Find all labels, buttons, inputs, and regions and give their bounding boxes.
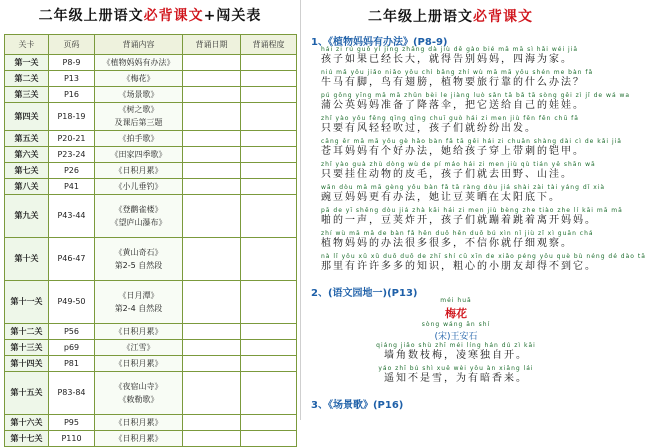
pinyin-line: zhǐ yào yǒu fēng qīng qīng chuī guò hái zi men jiù fēn fēn chū fā xyxy=(321,115,579,122)
table-row xyxy=(5,55,297,71)
content-line: 《日积月累》 xyxy=(114,326,163,336)
column-header: 背诵程度 xyxy=(241,35,297,55)
verse xyxy=(321,253,646,273)
stage-cell: 第八关 xyxy=(5,179,49,195)
table-row xyxy=(5,179,297,195)
content-cell xyxy=(95,372,183,415)
pinyin-line: zhí wù mā mā de bàn fǎ hěn duō hěn duō bú xìn nǐ jiù zǐ xì guān chá xyxy=(321,230,594,237)
table-row xyxy=(5,324,297,340)
pinyin-line: wān dòu mā mā gèng yǒu bàn fǎ tā ràng dòu jiá shài zài tài yáng dǐ xià xyxy=(321,184,606,191)
text-line: 那里有许许多多的知识，粗心的小朋友却得不到它。 xyxy=(321,261,597,272)
content-line: 及课后第三题 xyxy=(114,118,163,127)
date-cell[interactable] xyxy=(183,103,241,131)
stage-cell: 第十三关 xyxy=(5,340,49,356)
page-cell: P16 xyxy=(49,87,95,103)
date-cell[interactable] xyxy=(183,147,241,163)
content-cell xyxy=(95,238,183,281)
table-row xyxy=(5,431,297,447)
page-cell: P23-24 xyxy=(49,147,95,163)
content-cell xyxy=(95,195,183,238)
verse xyxy=(321,365,591,385)
level-cell[interactable] xyxy=(241,415,297,431)
pinyin-line: pú gōng yīng mā mā zhǔn bèi le jiàng luò sǎn tā bǎ tā sòng gěi zì jǐ de wá wa xyxy=(321,92,631,99)
page-cell: p69 xyxy=(49,340,95,356)
stage-cell: 第十六关 xyxy=(5,415,49,431)
content-line: 《日积月累》 xyxy=(114,165,163,175)
date-cell[interactable] xyxy=(183,238,241,281)
content-cell xyxy=(95,324,183,340)
content-line: 《登鹳雀楼》 xyxy=(114,204,163,214)
verse xyxy=(321,69,594,89)
date-cell[interactable] xyxy=(183,71,241,87)
page-cell: P8-9 xyxy=(49,55,95,71)
date-cell[interactable] xyxy=(183,431,241,447)
level-cell[interactable] xyxy=(241,147,297,163)
poem-lines xyxy=(321,342,591,385)
tracker-title xyxy=(0,0,300,32)
level-cell[interactable] xyxy=(241,356,297,372)
content-line: 第2-4 自然段 xyxy=(114,303,163,313)
title-text: 二年级上册语文 xyxy=(38,8,144,24)
stage-cell: 第十二关 xyxy=(5,324,49,340)
content-cell xyxy=(95,55,183,71)
table-row xyxy=(5,131,297,147)
pinyin-line: niú mǎ yǒu jiǎo niǎo yǒu chì bǎng zhí wù mā mā yǒu shén me bàn fǎ xyxy=(321,69,594,76)
text-line: 牛马有脚，鸟有翅膀，植物要旅行靠的什么办法？ xyxy=(321,77,585,88)
stage-cell: 第九关 xyxy=(5,195,49,238)
date-cell[interactable] xyxy=(183,340,241,356)
content-cell xyxy=(95,179,183,195)
text-line: 遥知不是雪，为有暗香来。 xyxy=(384,373,528,384)
page-cell: P26 xyxy=(49,163,95,179)
content-cell xyxy=(95,87,183,103)
content-line: 第2-5 自然段 xyxy=(114,260,163,270)
text-line: 苍耳妈妈有个好办法，她给孩子穿上带刺的铠甲。 xyxy=(321,146,585,157)
text-line: 啪的一声，豆荚炸开，孩子们就蹦着跳着离开妈妈。 xyxy=(321,215,597,226)
level-cell[interactable] xyxy=(241,71,297,87)
content-line: 《田家四季歌》 xyxy=(110,149,167,159)
stage-cell: 第十关 xyxy=(5,238,49,281)
page-cell: P41 xyxy=(49,179,95,195)
verse xyxy=(321,161,596,181)
pinyin-line: cāng ěr mā mā yǒu gè hǎo bàn fǎ tā gěi hái zi chuān shàng dài cì de kǎi jiǎ xyxy=(321,138,622,145)
poem-author: (宋)王安石 xyxy=(434,332,478,342)
stage-cell: 第二关 xyxy=(5,71,49,87)
page-cell: P110 xyxy=(49,431,95,447)
page-cell: P43-44 xyxy=(49,195,95,238)
content-cell xyxy=(95,131,183,147)
table-body xyxy=(5,55,297,447)
page-cell: P95 xyxy=(49,415,95,431)
pinyin-line: hái zi rú guǒ yǐ jīng zhǎng dà jiù dě gào bié mā mā sì hǎi wéi jiā xyxy=(321,46,579,53)
level-cell[interactable] xyxy=(241,55,297,71)
content-line: 《日积月累》 xyxy=(114,358,163,368)
verse xyxy=(321,46,591,66)
level-cell[interactable] xyxy=(241,324,297,340)
text-line: 植物妈妈的办法很多很多，不信你就仔细观察。 xyxy=(321,238,573,249)
title-highlight: 必背课文 xyxy=(473,9,533,25)
stage-cell: 第七关 xyxy=(5,163,49,179)
content-line: 《日月潭》 xyxy=(118,290,159,300)
date-cell[interactable] xyxy=(183,415,241,431)
title-text: 二年级上册语文 xyxy=(368,9,473,25)
pinyin-line: yáo zhī bú shì xuě wèi yǒu àn xiāng lái xyxy=(378,365,534,372)
content-line: 《场景歌》 xyxy=(118,89,159,99)
table-row xyxy=(5,147,297,163)
date-cell[interactable] xyxy=(183,281,241,324)
level-cell[interactable] xyxy=(241,281,297,324)
text-line: 豌豆妈妈更有办法，她让豆荚晒在太阳底下。 xyxy=(321,192,561,203)
title-highlight: 必背课文 xyxy=(143,8,204,24)
table-row xyxy=(5,195,297,238)
content-cell xyxy=(95,356,183,372)
level-cell[interactable] xyxy=(241,195,297,238)
page-cell: P18-19 xyxy=(49,103,95,131)
content-line: 《江雪》 xyxy=(122,342,155,352)
column-header: 关卡 xyxy=(5,35,49,55)
section-heading-1: 1、《植物妈妈有办法》(P8-9) xyxy=(311,37,448,48)
date-cell[interactable] xyxy=(183,179,241,195)
page-cell: P20-21 xyxy=(49,131,95,147)
pinyin-line: nà lǐ yǒu xǔ xǔ duō duō de zhī shí cū xīn de xiǎo péng yǒu què bù néng dé dào tā xyxy=(321,253,646,260)
column-header: 背诵日期 xyxy=(183,35,241,55)
page-cell: P56 xyxy=(49,324,95,340)
text-line: 只要有风轻轻吹过，孩子们就纷纷出发。 xyxy=(321,123,537,134)
stage-cell: 第十七关 xyxy=(5,431,49,447)
poem-title: 梅花 xyxy=(445,307,467,320)
level-cell[interactable] xyxy=(241,103,297,131)
content-line: 《拍手歌》 xyxy=(118,133,159,143)
poem-title-pinyin: méi huā xyxy=(440,297,472,304)
text-line: 只要挂住动物的皮毛，孩子们就去田野、山洼。 xyxy=(321,169,573,180)
column-header: 页码 xyxy=(49,35,95,55)
table-row xyxy=(5,238,297,281)
content-line: 《树之歌》 xyxy=(118,105,159,114)
section-heading-2: 2、(语文园地一)(P13) xyxy=(311,288,418,299)
content-line: 《植物妈妈有办法》 xyxy=(102,57,175,67)
stage-cell: 第四关 xyxy=(5,103,49,131)
text-line: 墙角数枝梅，凌寒独自开。 xyxy=(384,350,528,361)
texts-title xyxy=(301,6,600,26)
page-cell: P83-84 xyxy=(49,372,95,415)
date-cell[interactable] xyxy=(183,87,241,103)
content-line: 《梅花》 xyxy=(122,73,155,83)
verse xyxy=(321,342,591,362)
stage-cell: 第十四关 xyxy=(5,356,49,372)
verse xyxy=(321,207,623,227)
pinyin-line: qiáng jiǎo shù zhī méi líng hán dú zì kāi xyxy=(376,342,536,349)
verse xyxy=(321,138,622,158)
content-cell xyxy=(95,103,183,131)
stage-cell: 第六关 xyxy=(5,147,49,163)
date-cell[interactable] xyxy=(183,131,241,147)
table-row xyxy=(5,415,297,431)
content-line: 《敕勒歌》 xyxy=(118,394,159,404)
level-cell[interactable] xyxy=(241,238,297,281)
text-line: 蒲公英妈妈准备了降落伞，把它送给自己的娃娃。 xyxy=(321,100,585,111)
date-cell[interactable] xyxy=(183,195,241,238)
verse xyxy=(321,115,591,135)
content-cell xyxy=(95,147,183,163)
date-cell[interactable] xyxy=(183,356,241,372)
verse xyxy=(321,184,606,204)
poem-author-pinyin: sòng wáng ān shí xyxy=(421,321,491,328)
level-cell[interactable] xyxy=(241,431,297,447)
title-suffix: +闯关表 xyxy=(203,8,262,24)
table-row xyxy=(5,87,297,103)
section-heading-3: 3、《场景歌》(P16) xyxy=(311,400,404,411)
table-row xyxy=(5,103,297,131)
content-cell xyxy=(95,415,183,431)
page-cell: P49-50 xyxy=(49,281,95,324)
stage-cell: 第十一关 xyxy=(5,281,49,324)
date-cell[interactable] xyxy=(183,324,241,340)
table-row xyxy=(5,281,297,324)
content-line: 《黄山奇石》 xyxy=(114,247,163,257)
table-header-row xyxy=(5,35,297,55)
content-line: 《夜宿山寺》 xyxy=(114,381,163,391)
date-cell[interactable] xyxy=(183,372,241,415)
page-cell: P46-47 xyxy=(49,238,95,281)
content-cell xyxy=(95,71,183,87)
column-header: 背诵内容 xyxy=(95,35,183,55)
page-cell: P13 xyxy=(49,71,95,87)
text-line: 孩子如果已经长大，就得告别妈妈，四海为家。 xyxy=(321,54,573,65)
table-row xyxy=(5,372,297,415)
stage-cell: 第十五关 xyxy=(5,372,49,415)
date-cell[interactable] xyxy=(183,163,241,179)
content-line: 《小儿垂钓》 xyxy=(114,181,163,191)
level-cell[interactable] xyxy=(241,87,297,103)
content-cell xyxy=(95,163,183,179)
page-cell: P81 xyxy=(49,356,95,372)
level-cell[interactable] xyxy=(241,163,297,179)
recitation-tracker-table xyxy=(4,34,297,447)
table-row xyxy=(5,340,297,356)
stage-cell: 第五关 xyxy=(5,131,49,147)
stage-cell: 第一关 xyxy=(5,55,49,71)
right-panel xyxy=(301,0,646,420)
table-row xyxy=(5,71,297,87)
date-cell[interactable] xyxy=(183,55,241,71)
content-line: 《日积月累》 xyxy=(114,433,163,443)
level-cell[interactable] xyxy=(241,179,297,195)
poem-plant-mothers xyxy=(321,46,646,276)
stage-cell: 第三关 xyxy=(5,87,49,103)
verse xyxy=(321,92,631,112)
table-row xyxy=(5,356,297,372)
content-cell xyxy=(95,281,183,324)
poem-plum-blossom xyxy=(321,297,591,388)
pinyin-line: zhǐ yào guà zhù dòng wù de pí máo hái zi men jiù qù tián yě shān wā xyxy=(321,161,596,168)
content-line: 《日积月累》 xyxy=(114,417,163,427)
content-line: 《望庐山瀑布》 xyxy=(110,217,167,227)
content-cell xyxy=(95,340,183,356)
table-row xyxy=(5,163,297,179)
content-cell xyxy=(95,431,183,447)
verse xyxy=(321,230,594,250)
level-cell[interactable] xyxy=(241,340,297,356)
pinyin-line: pā de yī shēng dòu jiá zhà kāi hái zi men jiù bèng zhe tiào zhe lí kāi mā mā xyxy=(321,207,623,214)
level-cell[interactable] xyxy=(241,372,297,415)
level-cell[interactable] xyxy=(241,131,297,147)
left-panel xyxy=(0,0,300,443)
